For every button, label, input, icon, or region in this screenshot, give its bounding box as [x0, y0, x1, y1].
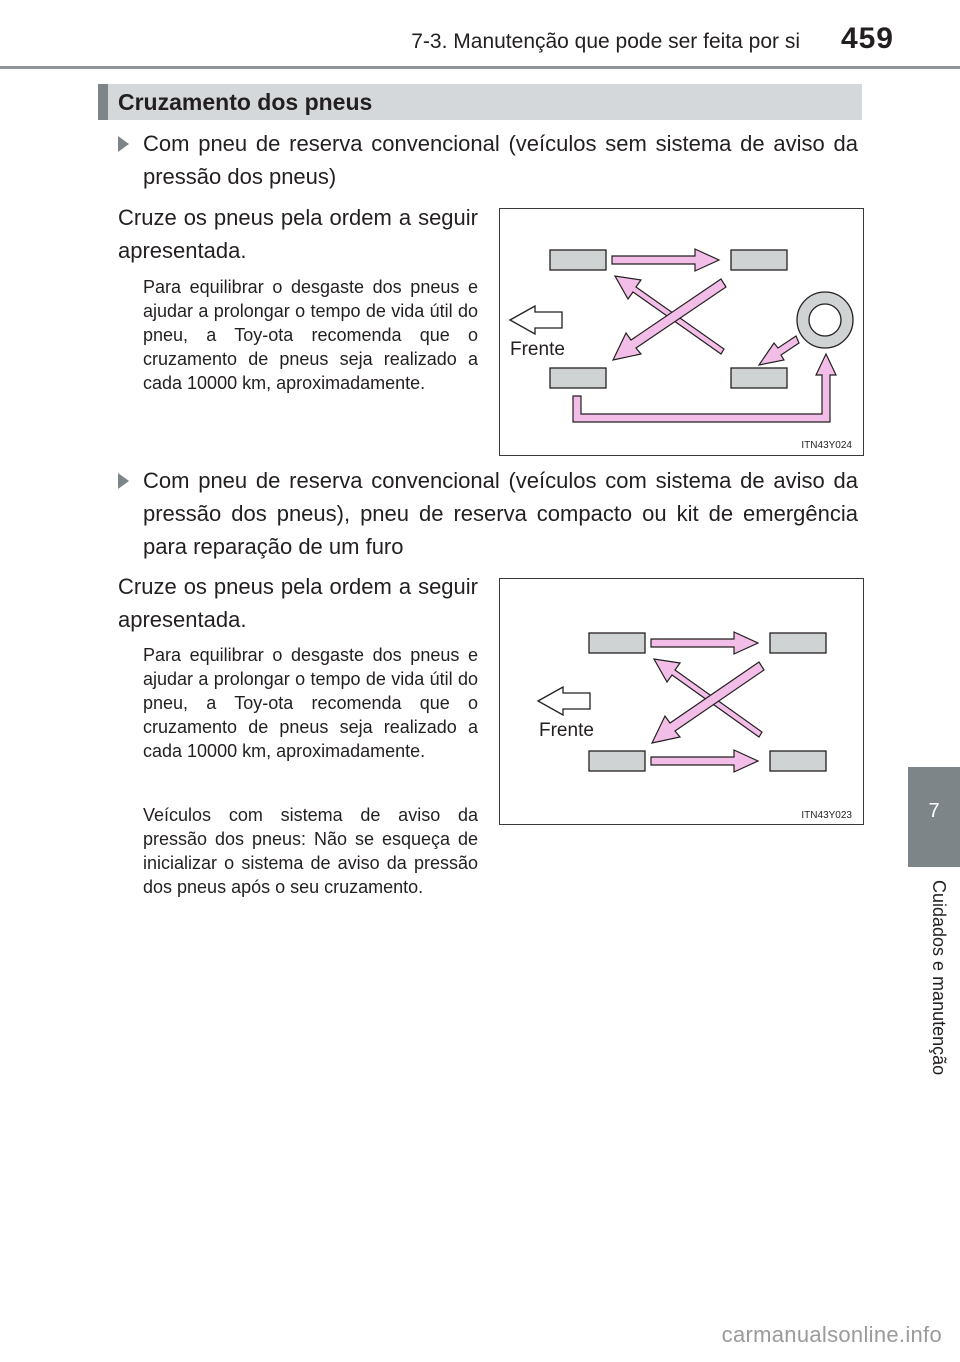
- arrow-spare-to-rear-right: [759, 336, 799, 365]
- tire-front-right: [731, 250, 787, 270]
- tire-rear-right: [731, 368, 787, 388]
- front-label: Frente: [510, 339, 565, 360]
- instruction-note: Para equilibrar o desgaste dos pneus e ajudar a prolongar o tempo de vida útil do pneu, a Toy-ota recomenda que o cruzamento de pneus seja realizado a cada 10000 km, aproximadamente.: [143, 277, 478, 393]
- section-title: Cruzamento dos pneus: [118, 89, 373, 115]
- instruction-lead: Cruze os pneus pela ordem a seguir apresentada.: [118, 574, 478, 632]
- arrow-front-left-to-front-right-rear: [651, 750, 758, 772]
- front-direction-arrow-icon: [538, 687, 590, 715]
- arrow-rear-left-to-spare: [573, 354, 836, 422]
- triangle-bullet-icon: [118, 136, 129, 152]
- tire-rear-left: [589, 751, 645, 771]
- front-label: Frente: [539, 720, 594, 741]
- bullet-text: Com pneu de reserva convencional (veículos sem sistema de aviso da pressão dos pneus): [143, 131, 858, 189]
- chapter-label: Cuidados e manutenção: [929, 880, 949, 1076]
- header-title: 7-3. Manutenção que pode ser feita por si: [411, 30, 800, 53]
- figure-code: ITN43Y023: [801, 810, 852, 821]
- header-divider: [0, 66, 960, 69]
- page-number: 459: [840, 22, 894, 55]
- spare-tire-icon: [797, 292, 853, 348]
- tire-rear-right: [770, 751, 826, 771]
- bullet-item-2: [118, 464, 858, 563]
- tire-front-left: [589, 633, 645, 653]
- instruction-lead: Cruze os pneus pela ordem a seguir apresentada.: [118, 205, 478, 263]
- chapter-number: 7: [928, 800, 940, 822]
- tire-rotation-figure-2: [499, 578, 864, 825]
- tpms-note: Veículos com sistema de aviso da pressão dos pneus: Não se esqueça de inicializar o sistema de aviso da pressão dos pneus após o seu cruzamento.: [143, 805, 478, 897]
- tire-front-right: [770, 633, 826, 653]
- figure-code: ITN43Y024: [801, 440, 852, 451]
- front-direction-arrow-icon: [510, 306, 562, 334]
- bullet-item-1: [118, 127, 858, 193]
- watermark: carmanualsonline.info: [721, 1322, 942, 1347]
- triangle-bullet-icon: [118, 473, 129, 489]
- section-bar-accent: [98, 84, 108, 120]
- arrow-front-left-to-front-right: [651, 632, 758, 654]
- instruction-note: Para equilibrar o desgaste dos pneus e ajudar a prolongar o tempo de vida útil do pneu, a Toy-ota recomenda que o cruzamento de pneus seja realizado a cada 10000 km, aproximadamente.: [143, 645, 478, 761]
- tire-rear-left: [550, 368, 606, 388]
- bullet-text: Com pneu de reserva convencional (veículos com sistema de aviso da pressão dos pneus), pneu de reserva compacto ou kit de emergência para reparação de um furo: [143, 468, 858, 559]
- arrow-front-left-to-front-right: [612, 249, 719, 271]
- tire-rotation-figure-1: [499, 208, 864, 456]
- tire-front-left: [550, 250, 606, 270]
